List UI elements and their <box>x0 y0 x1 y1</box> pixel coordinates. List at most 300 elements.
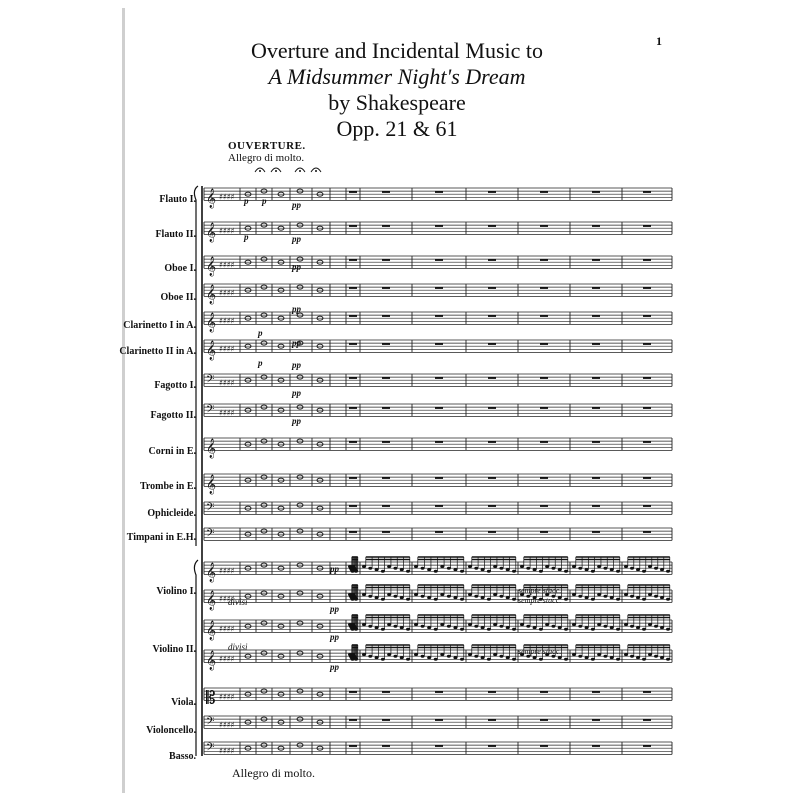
sixteenth-note <box>434 658 438 661</box>
key-signature-icon: ♯♯♯♯ <box>219 692 235 702</box>
key-signature-icon: ♯♯♯♯ <box>219 316 235 326</box>
sixteenth-note <box>654 625 658 628</box>
sixteenth-note <box>533 656 537 659</box>
key-signature-icon: ♯♯♯♯ <box>219 378 235 388</box>
whole-rest <box>540 225 548 227</box>
whole-rest <box>382 259 390 261</box>
whole-rest <box>592 407 600 409</box>
whole-rest <box>349 477 357 479</box>
sixteenth-note <box>591 570 595 573</box>
sixteenth-note <box>551 625 555 628</box>
sixteenth-note <box>616 570 620 573</box>
instrument-label-basso: Basso. <box>169 751 196 762</box>
clef-icon: 𝄞 <box>206 222 217 243</box>
sixteenth-note <box>481 656 485 659</box>
sixteenth-note <box>421 625 425 628</box>
whole-rest <box>435 259 443 261</box>
sixteenth-note <box>578 595 582 598</box>
sixteenth-note <box>660 626 664 629</box>
whole-rest <box>540 191 548 193</box>
sixteenth-note <box>362 653 366 656</box>
sixteenth-note <box>610 656 614 659</box>
whole-rest <box>349 407 357 409</box>
sixteenth-note <box>539 570 543 573</box>
key-signature-icon: ♯♯♯♯ <box>219 654 235 664</box>
whole-rest <box>592 531 600 533</box>
sixteenth-note <box>512 658 516 661</box>
whole-rest <box>382 343 390 345</box>
sixteenth-note <box>481 568 485 571</box>
clef-icon: 𝄢 <box>206 373 215 389</box>
sixteenth-note <box>406 658 410 661</box>
sixteenth-note <box>572 565 576 568</box>
key-signature-icon: ♯♯♯♯ <box>219 720 235 730</box>
dynamic-marking: p <box>244 232 249 242</box>
sixteenth-note <box>368 595 372 598</box>
sixteenth-note <box>603 567 607 570</box>
whole-rest <box>643 287 651 289</box>
dynamic-marking: pp <box>330 564 339 574</box>
whole-rest <box>349 343 357 345</box>
sixteenth-note <box>666 658 670 661</box>
sixteenth-note <box>597 565 601 568</box>
sixteenth-note <box>421 567 425 570</box>
whole-rest <box>435 287 443 289</box>
whole-rest <box>382 191 390 193</box>
sixteenth-note <box>354 658 358 661</box>
movement-title: OUVERTURE. <box>228 140 306 152</box>
sixteenth-note <box>610 568 614 571</box>
sixteenth-note <box>381 658 385 661</box>
instrument-label-oboe-1: Oboe I. <box>164 263 196 274</box>
whole-rest <box>643 505 651 507</box>
whole-rest <box>349 225 357 227</box>
dynamic-marking: p <box>244 196 249 206</box>
clef-icon: 𝄞 <box>206 438 217 459</box>
instrument-label-ophicleide: Ophicleide. <box>147 508 196 519</box>
sixteenth-note <box>616 598 620 601</box>
sixteenth-note <box>636 596 640 599</box>
sixteenth-note <box>597 593 601 596</box>
dynamic-marking: p <box>262 196 267 206</box>
whole-rest <box>349 287 357 289</box>
whole-rest <box>540 745 548 747</box>
whole-rest <box>349 191 357 193</box>
whole-rest <box>349 691 357 693</box>
whole-rest <box>435 377 443 379</box>
sixteenth-note <box>578 625 582 628</box>
sixteenth-note <box>506 568 510 571</box>
sixteenth-note <box>499 625 503 628</box>
clef-icon: 𝄞 <box>206 562 217 583</box>
whole-rest <box>643 225 651 227</box>
sixteenth-note <box>636 568 640 571</box>
clef-icon: 𝄢 <box>206 501 215 517</box>
sixteenth-note <box>387 623 391 626</box>
whole-rest <box>592 225 600 227</box>
sixteenth-note <box>414 593 418 596</box>
clef-icon: 𝄢 <box>206 741 215 757</box>
sixteenth-note <box>660 656 664 659</box>
whole-rest <box>592 719 600 721</box>
tempo-label: Allegro di molto. <box>228 152 305 164</box>
sixteenth-note <box>493 593 497 596</box>
whole-rest <box>540 477 548 479</box>
sixteenth-note <box>487 598 491 601</box>
sixteenth-note <box>447 625 451 628</box>
sixteenth-note <box>375 596 379 599</box>
instrument-label-fagotto-1: Fagotto I. <box>154 380 196 391</box>
sixteenth-note <box>648 623 652 626</box>
whole-rest <box>382 531 390 533</box>
key-signature-icon: ♯♯♯♯ <box>219 624 235 634</box>
sixteenth-note <box>375 626 379 629</box>
sixteenth-note <box>506 596 510 599</box>
sixteenth-note <box>642 570 646 573</box>
instrument-label-violoncello: Violoncello. <box>146 725 196 736</box>
whole-rest <box>435 531 443 533</box>
sixteenth-note <box>400 626 404 629</box>
sixteenth-note <box>512 598 516 601</box>
sixteenth-note <box>474 655 478 658</box>
dynamic-marking: pp <box>292 360 301 370</box>
title-line-4: Opp. 21 & 61 <box>336 116 458 141</box>
clef-icon: 𝄞 <box>206 312 217 333</box>
sixteenth-note <box>460 658 464 661</box>
whole-rest <box>435 719 443 721</box>
key-signature-icon: ♯♯♯♯ <box>219 408 235 418</box>
whole-rest <box>435 407 443 409</box>
whole-rest <box>540 531 548 533</box>
sixteenth-note <box>368 625 372 628</box>
whole-rest <box>382 505 390 507</box>
sixteenth-note <box>406 570 410 573</box>
whole-rest <box>349 315 357 317</box>
key-signature-icon: ♯♯♯♯ <box>219 288 235 298</box>
dynamic-marking: p <box>258 328 263 338</box>
sixteenth-note <box>624 565 628 568</box>
whole-rest <box>435 505 443 507</box>
instrument-label-viola: Viola. <box>171 697 196 708</box>
sixteenth-note <box>368 655 372 658</box>
sixteenth-note <box>585 626 589 629</box>
sixteenth-note <box>545 565 549 568</box>
fermata-dot <box>299 170 301 172</box>
sixteenth-note <box>603 655 607 658</box>
sixteenth-note <box>660 596 664 599</box>
whole-rest <box>643 441 651 443</box>
sixteenth-note <box>585 596 589 599</box>
sixteenth-note <box>533 626 537 629</box>
dynamic-marking: pp <box>292 416 301 426</box>
whole-rest <box>488 191 496 193</box>
whole-rest <box>643 343 651 345</box>
sixteenth-note <box>434 570 438 573</box>
sixteenth-note <box>624 653 628 656</box>
sixteenth-note <box>487 628 491 631</box>
sixteenth-note <box>591 658 595 661</box>
sixteenth-note <box>630 595 634 598</box>
sixteenth-note <box>654 655 658 658</box>
instrument-label-corni: Corni in E. <box>148 446 196 457</box>
clef-icon: 𝄞 <box>206 188 217 209</box>
sixteenth-note <box>468 653 472 656</box>
sempre-stacc-marking-3: sempre stacc. <box>518 647 562 656</box>
whole-rest <box>540 287 548 289</box>
page-number: 1 <box>656 34 662 48</box>
sixteenth-note <box>393 595 397 598</box>
sixteenth-note <box>558 626 562 629</box>
whole-rest <box>435 191 443 193</box>
whole-rest <box>382 719 390 721</box>
sixteenth-note <box>381 570 385 573</box>
sixteenth-note <box>572 653 576 656</box>
title-line-3: by Shakespeare <box>328 90 466 115</box>
sixteenth-note <box>387 565 391 568</box>
sixteenth-note <box>362 565 366 568</box>
sixteenth-note <box>406 598 410 601</box>
dynamic-marking: pp <box>292 388 301 398</box>
dynamic-marking: pp <box>292 234 301 244</box>
sixteenth-note <box>558 656 562 659</box>
sixteenth-note <box>427 626 431 629</box>
sixteenth-note <box>564 570 568 573</box>
whole-rest <box>643 191 651 193</box>
sixteenth-note <box>468 565 472 568</box>
whole-rest <box>643 315 651 317</box>
sixteenth-note <box>375 568 379 571</box>
whole-rest <box>592 691 600 693</box>
clef-icon: 𝄞 <box>206 340 217 361</box>
sixteenth-note <box>421 655 425 658</box>
sixteenth-note <box>545 623 549 626</box>
sixteenth-note <box>624 593 628 596</box>
whole-rest <box>540 315 548 317</box>
sixteenth-note <box>603 595 607 598</box>
whole-rest <box>540 691 548 693</box>
sixteenth-note <box>572 593 576 596</box>
sixteenth-note <box>440 653 444 656</box>
whole-rest <box>382 745 390 747</box>
sixteenth-note <box>520 565 524 568</box>
sixteenth-note <box>648 593 652 596</box>
sixteenth-note <box>400 656 404 659</box>
sixteenth-note <box>453 656 457 659</box>
sixteenth-note <box>499 567 503 570</box>
dynamic-marking: pp <box>330 604 339 614</box>
sixteenth-note <box>660 568 664 571</box>
sixteenth-note <box>572 623 576 626</box>
sixteenth-note <box>616 628 620 631</box>
whole-rest <box>349 377 357 379</box>
title-line-1: Overture and Incidental Music to <box>250 38 543 63</box>
sixteenth-note <box>591 628 595 631</box>
sixteenth-note <box>630 625 634 628</box>
whole-rest <box>349 531 357 533</box>
whole-rest <box>643 407 651 409</box>
whole-rest <box>349 719 357 721</box>
whole-rest <box>540 407 548 409</box>
fermata-dot <box>275 170 277 172</box>
instrument-label-flauto-1: Flauto I. <box>159 194 196 205</box>
whole-rest <box>435 315 443 317</box>
whole-rest <box>592 477 600 479</box>
sixteenth-note <box>434 628 438 631</box>
whole-rest <box>488 441 496 443</box>
sixteenth-note <box>499 655 503 658</box>
sixteenth-note <box>474 595 478 598</box>
whole-rest <box>349 745 357 747</box>
sixteenth-note <box>354 598 358 601</box>
sixteenth-note <box>434 598 438 601</box>
sixteenth-note <box>381 628 385 631</box>
whole-rest <box>435 745 443 747</box>
sixteenth-note <box>474 625 478 628</box>
sixteenth-note <box>591 598 595 601</box>
whole-rest <box>592 745 600 747</box>
sixteenth-note <box>468 593 472 596</box>
whole-rest <box>643 377 651 379</box>
whole-rest <box>488 287 496 289</box>
whole-rest <box>540 259 548 261</box>
sixteenth-note <box>636 656 640 659</box>
dynamic-marking: pp <box>292 262 301 272</box>
whole-rest <box>540 377 548 379</box>
whole-rest <box>488 719 496 721</box>
sixteenth-note <box>368 567 372 570</box>
whole-rest <box>643 745 651 747</box>
sixteenth-note <box>427 656 431 659</box>
key-signature-icon: ♯♯♯♯ <box>219 192 235 202</box>
instrument-label-violino-2: Violino II. <box>152 644 196 655</box>
key-signature-icon: ♯♯♯♯ <box>219 566 235 576</box>
whole-rest <box>349 441 357 443</box>
clef-icon: 𝄞 <box>206 620 217 641</box>
whole-rest <box>382 477 390 479</box>
clef-icon: 𝄡 <box>206 688 216 709</box>
title-line-2: A Midsummer Night's Dream <box>268 64 526 89</box>
whole-rest <box>643 477 651 479</box>
whole-rest <box>488 259 496 261</box>
sixteenth-note <box>526 567 530 570</box>
sixteenth-note <box>387 653 391 656</box>
sixteenth-note <box>354 628 358 631</box>
sempre-stacc-marking-1: sempre stacc. <box>518 586 562 595</box>
whole-rest <box>349 505 357 507</box>
sixteenth-note <box>578 655 582 658</box>
sixteenth-note <box>354 570 358 573</box>
clef-icon: 𝄢 <box>206 403 215 419</box>
sixteenth-note <box>460 570 464 573</box>
key-signature-icon: ♯♯♯♯ <box>219 226 235 236</box>
whole-rest <box>488 691 496 693</box>
whole-rest <box>488 225 496 227</box>
whole-rest <box>488 407 496 409</box>
sixteenth-note <box>474 567 478 570</box>
sixteenth-note <box>414 565 418 568</box>
divisi-marking-violino-1: divisi <box>228 597 248 607</box>
instrument-label-clarinetto-1: Clarinetto I in A. <box>123 320 196 331</box>
instrument-label-clarinetto-2: Clarinetto II in A. <box>119 346 196 357</box>
sixteenth-note <box>447 567 451 570</box>
clef-icon: 𝄞 <box>206 474 217 495</box>
sixteenth-note <box>512 628 516 631</box>
dynamic-marking: pp <box>292 304 301 314</box>
sixteenth-note <box>654 595 658 598</box>
sixteenth-note <box>578 567 582 570</box>
whole-rest <box>382 225 390 227</box>
sixteenth-note <box>630 655 634 658</box>
sixteenth-note <box>610 626 614 629</box>
sixteenth-note <box>460 598 464 601</box>
sixteenth-note <box>666 598 670 601</box>
sixteenth-note <box>362 623 366 626</box>
clef-icon: 𝄞 <box>206 650 217 671</box>
dynamic-marking: pp <box>292 200 301 210</box>
sixteenth-note <box>610 596 614 599</box>
dynamic-marking: pp <box>330 662 339 672</box>
sixteenth-note <box>421 595 425 598</box>
key-signature-icon: ♯♯♯♯ <box>219 344 235 354</box>
sixteenth-note <box>414 653 418 656</box>
key-signature-icon: ♯♯♯♯ <box>219 594 235 604</box>
sixteenth-note <box>453 568 457 571</box>
sixteenth-note <box>648 565 652 568</box>
whole-rest <box>382 691 390 693</box>
sixteenth-note <box>387 593 391 596</box>
fermata-dot <box>259 170 261 172</box>
sixteenth-note <box>616 658 620 661</box>
sixteenth-note <box>493 623 497 626</box>
whole-rest <box>488 377 496 379</box>
sixteenth-note <box>585 656 589 659</box>
sixteenth-note <box>564 658 568 661</box>
sixteenth-note <box>499 595 503 598</box>
sixteenth-note <box>468 623 472 626</box>
sixteenth-note <box>481 626 485 629</box>
sixteenth-note <box>533 568 537 571</box>
fermata-dot <box>315 170 317 172</box>
sixteenth-note <box>393 625 397 628</box>
dynamic-marking: pp <box>330 632 339 642</box>
sixteenth-note <box>666 570 670 573</box>
instrument-label-timpani: Timpani in E.H. <box>126 532 196 543</box>
whole-rest <box>435 343 443 345</box>
sixteenth-note <box>506 656 510 659</box>
sixteenth-note <box>564 598 568 601</box>
whole-rest <box>435 477 443 479</box>
sixteenth-note <box>427 568 431 571</box>
sixteenth-note <box>564 628 568 631</box>
whole-rest <box>540 505 548 507</box>
instrument-label-oboe-2: Oboe II. <box>160 292 196 303</box>
sixteenth-note <box>406 628 410 631</box>
whole-rest <box>643 719 651 721</box>
instrument-label-flauto-2: Flauto II. <box>155 229 196 240</box>
sixteenth-note <box>427 596 431 599</box>
sixteenth-note <box>506 626 510 629</box>
whole-rest <box>382 377 390 379</box>
whole-rest <box>592 259 600 261</box>
sixteenth-note <box>481 596 485 599</box>
sixteenth-note <box>642 658 646 661</box>
sixteenth-note <box>630 567 634 570</box>
whole-rest <box>382 441 390 443</box>
key-signature-icon: ♯♯♯♯ <box>219 260 235 270</box>
divisi-marking-violino-2: divisi <box>228 642 248 652</box>
sixteenth-note <box>597 653 601 656</box>
sixteenth-note <box>381 598 385 601</box>
